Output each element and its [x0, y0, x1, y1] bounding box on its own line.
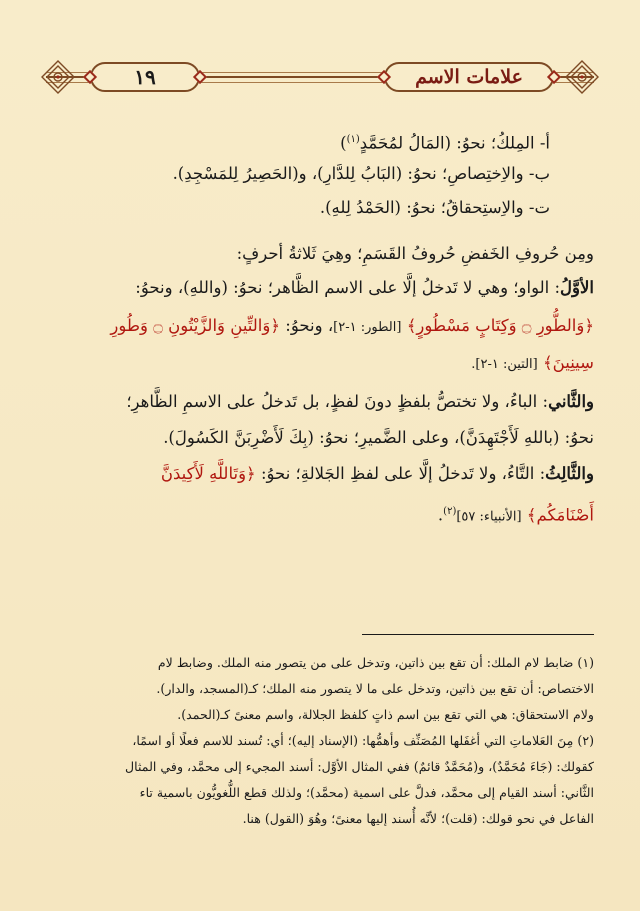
- footnote-separator: [362, 634, 594, 635]
- ornament-left-icon: [40, 59, 76, 95]
- footnote-line: الفاعل في نحو قولك: (قلت)؛ لأنَّه أُسند إليها معنىً؛ وهُوَ (القول) هنا.: [242, 811, 594, 826]
- ornament-right-icon: [564, 59, 600, 95]
- chapter-title: علامات الاسم: [415, 66, 523, 88]
- footnote-line: ولام الاستحقاق: هي التي تقع بين اسم ذاتٍ كلفظ الجلالة، واسم معنىً كـ(الحمد).: [177, 707, 594, 722]
- verse-reference: [الأنبياء: ٥٧]: [456, 509, 522, 525]
- body-line: ﴿وَالطُّورِ ۝ وَكِتَابٍ مَسْطُورٍ﴾ [الطور: ١-٢]، ونحوُ: ﴿وَالتِّينِ وَالزَّيْتُونِ ۝ وَطُورِ: [110, 316, 594, 335]
- body-line: والثَّاني: الباءُ، ولا تختصُّ بلفظٍ دونَ لفظٍ، بل تَدخلُ على الاسمِ الظَّاهرِ؛: [126, 392, 594, 411]
- footnote-line: الاختصاص: أن تقع بين ذاتين، وتدخل على ما لا يتصور منه الملك؛ كـ(المسجد، والدار).: [156, 681, 594, 696]
- footnote-line: (٢) مِنَ العَلاماتِ التي أغفَلها المُصَنِّف وأهمُّها: (الإسناد إليه)؛ أي: تُسند للاسم فعلًا أو اسمًا،: [132, 733, 594, 748]
- page-header: [46, 57, 594, 97]
- body-line: نحوُ: (باللهِ لَأَجْتَهِدَنَّ)، وعلى الضَّميرِ؛ نحوُ: (بِكَ لَأَضْرِبَنَّ الكَسُولَ).: [163, 428, 594, 447]
- quran-verse: ﴿وَالطُّورِ ۝ وَكِتَابٍ مَسْطُورٍ﴾: [406, 316, 594, 335]
- verse-reference: [التين: ١-٢].: [471, 357, 538, 372]
- footnote-ref: (١): [346, 134, 360, 145]
- footnote-ref: (٢): [443, 506, 457, 517]
- body-line: ت- والاِستِحقاقُ؛ نحوُ: (الحَمْدُ لِلهِ).: [319, 198, 550, 217]
- point-label: والثَّالِثُ: [545, 464, 594, 483]
- footnote-line: الثَّاني: أسند القيام إلى محمَّد، فدلَّ على اسمية (محمَّد)؛ ولذلك قطع اللُّغويُّون باسمية تاء: [139, 785, 594, 800]
- body-line: الأوَّلُ: الواو؛ وهي لا تَدخلُ إلَّا على الاسم الظَّاهر؛ نحوُ: (واللهِ)، ونحوُ:: [135, 278, 594, 297]
- verse-reference: [الطور: ١-٢]: [333, 320, 402, 335]
- body-line: أ- المِلكُ؛ نحوُ: (المَالُ لمُحَمَّدٍ$^{(١)}$): [340, 133, 550, 153]
- body-line: ب- والاِختِصاصِ؛ نحوُ: (البَابُ لِلدَّارِ)، و(الحَصِيرُ لِلمَسْجِدِ).: [172, 164, 550, 183]
- page-number: ١٩: [134, 65, 156, 89]
- page-number-box: [90, 62, 200, 92]
- body-line: ومِن حُروفِ الخَفضِ حُروفُ القَسَمِ؛ وهِيَ ثَلاثةُ أحرفٍ:: [236, 244, 594, 263]
- quran-verse: سِينِينَ﴾: [543, 353, 594, 372]
- body-line: والثَّالِثُ: التَّاءُ، ولا تَدخلُ إلَّا على لفظِ الجَلالةِ؛ نحوُ: ﴿وَتَاللَّهِ لَأَكِيدَنَّ: [160, 464, 594, 483]
- point-label: الأوَّلُ: [560, 278, 594, 297]
- quran-verse: ﴿وَالتِّينِ وَالزَّيْتُونِ ۝ وَطُورِ: [110, 316, 281, 335]
- point-label: والثَّاني: [548, 392, 594, 411]
- quran-verse: أَصْنَامَكُم﴾: [526, 505, 594, 525]
- body-line: [46, 346, 594, 382]
- footnote-line: (١) ضابط لام الملك: أن تقع بين ذاتين، وتدخل على من يتصور منه الملك. وضابط لام: [157, 655, 594, 670]
- chapter-title-box: [384, 62, 554, 92]
- body-line: أَصْنَامَكُم﴾ [الأنبياء: ٥٧]$^{(٢)}$.: [437, 505, 594, 525]
- footnote-line: كقولك: (جَاءَ مُحَمَّدٌ)، و(مُحَمَّدٌ قائمٌ) ففي المثال الأوَّل: أسند المجيء إلى محمَّد، وفي المثال: [125, 759, 594, 774]
- quran-verse: ﴿وَتَاللَّهِ لَأَكِيدَنَّ: [160, 464, 256, 483]
